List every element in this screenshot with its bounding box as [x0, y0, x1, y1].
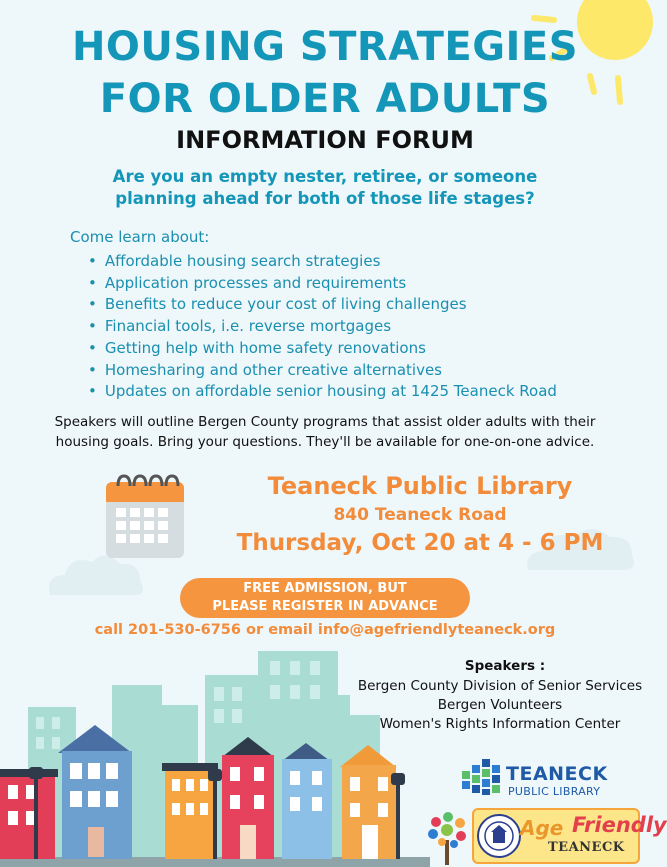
speaker-item: Bergen Volunteers: [437, 697, 563, 713]
contact-info: call 201-530-6756 or email info@agefriendlyteaneck.org: [94, 622, 556, 638]
calendar-icon: [104, 472, 186, 560]
library-logo-name: TEANECK: [506, 763, 608, 785]
agefriendly-word-teaneck: TEANECK: [548, 840, 625, 855]
venue-name: Teaneck Public Library: [267, 472, 573, 500]
topics-list: [88, 251, 557, 403]
page-title-line2: FOR OLDER ADULTS: [99, 76, 551, 122]
intro-question-line1: Are you an empty nester, retiree, or someone: [112, 167, 538, 186]
page-title-line1: HOUSING STRATEGIES: [71, 24, 579, 70]
agefriendly-word-friendly: Friendly: [572, 813, 667, 837]
list-item: • Affordable housing search strategies: [88, 251, 557, 273]
admission-line1: FREE ADMISSION, BUT: [243, 581, 407, 596]
topics-heading: Come learn about:: [70, 228, 210, 246]
list-item: • Getting help with home safety renovations: [88, 338, 557, 360]
speakers-note-line2: housing goals. Bring your questions. They'll be available for one-on-one advice.: [55, 434, 595, 450]
library-logo-icon: [460, 755, 504, 797]
agefriendly-word-age: Age: [520, 816, 564, 840]
speaker-item: Women's Rights Information Center: [379, 716, 621, 732]
tree-icon: [424, 810, 470, 865]
speakers-heading: Speakers :: [464, 658, 546, 674]
admission-banner: [180, 578, 470, 618]
event-datetime: Thursday, Oct 20 at 4 - 6 PM: [236, 530, 604, 556]
admission-line2: PLEASE REGISTER IN ADVANCE: [212, 599, 438, 614]
township-seal: [476, 811, 522, 861]
list-item: • Application processes and requirements: [88, 273, 557, 295]
intro-question: [0, 166, 650, 210]
speaker-item: Bergen County Division of Senior Services: [357, 678, 643, 694]
speakers-note-line1: Speakers will outline Bergen County programs that assist older adults with their: [54, 414, 596, 430]
list-item: • Benefits to reduce your cost of living challenges: [88, 294, 557, 316]
page-subtitle: INFORMATION FORUM: [176, 126, 474, 154]
library-logo-subname: PUBLIC LIBRARY: [508, 785, 601, 798]
venue-address: 840 Teaneck Road: [333, 505, 507, 525]
list-item: • Financial tools, i.e. reverse mortgages: [88, 316, 557, 338]
intro-question-line2: planning ahead for both of those life stages?: [115, 189, 535, 208]
list-item: • Homesharing and other creative alternatives: [88, 360, 557, 382]
speakers-note: [0, 412, 650, 452]
list-item: • Updates on affordable senior housing at 1425 Teaneck Road: [88, 381, 557, 403]
